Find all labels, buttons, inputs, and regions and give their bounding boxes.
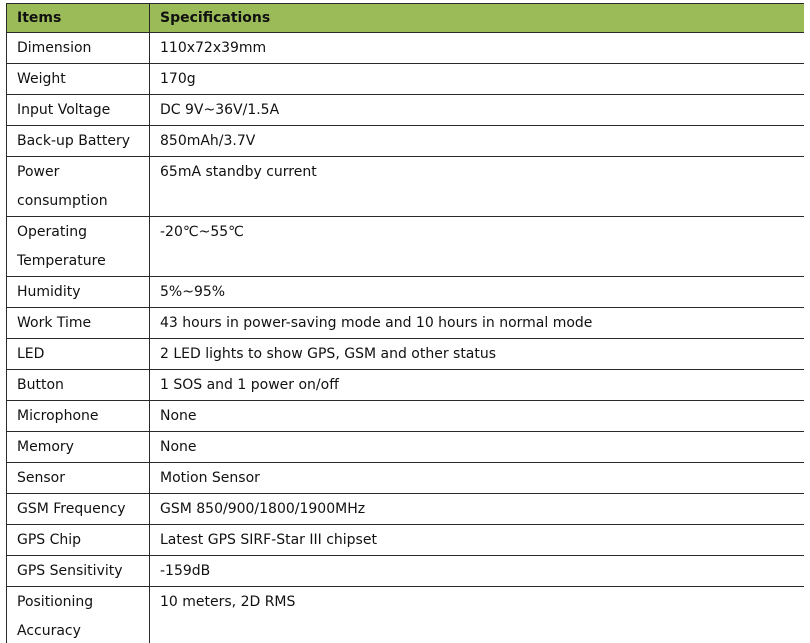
table-row [7,525,805,556]
row-value-backup-battery: 850mAh/3.7V [150,126,805,157]
row-item-microphone: Microphone [7,401,150,432]
row-value-gps-chip: Latest GPS SIRF-Star III chipset [150,525,805,556]
row-value-microphone: None [150,401,805,432]
row-item-memory: Memory [7,432,150,463]
table-row [7,217,805,277]
row-item-gps-chip: GPS Chip [7,525,150,556]
row-value-weight: 170g [150,64,805,95]
row-item-operating-temperature: Operating Temperature [7,217,150,277]
table-row [7,401,805,432]
table-row [7,463,805,494]
row-item-button: Button [7,370,150,401]
table-header-row [7,4,805,33]
table-row [7,126,805,157]
row-value-power-consumption: 65mA standby current [150,157,805,217]
row-item-led: LED [7,339,150,370]
row-value-operating-temperature: -20℃~55℃ [150,217,805,277]
row-value-sensor: Motion Sensor [150,463,805,494]
row-item-gps-sensitivity: GPS Sensitivity [7,556,150,587]
header-specifications: Specifications [150,4,805,33]
row-item-dimension: Dimension [7,33,150,64]
header-items: Items [7,4,150,33]
table-row [7,308,805,339]
table-row [7,556,805,587]
row-item-gsm-frequency: GSM Frequency [7,494,150,525]
spec-sheet [6,3,804,643]
table-row [7,64,805,95]
table-row [7,157,805,217]
row-value-dimension: 110x72x39mm [150,33,805,64]
row-item-backup-battery: Back-up Battery [7,126,150,157]
specifications-table [6,3,804,643]
table-row [7,370,805,401]
row-value-positioning-accuracy: 10 meters, 2D RMS [150,587,805,643]
row-value-button: 1 SOS and 1 power on/off [150,370,805,401]
row-value-work-time: 43 hours in power-saving mode and 10 hours in normal mode [150,308,805,339]
row-value-input-voltage: DC 9V~36V/1.5A [150,95,805,126]
row-value-led: 2 LED lights to show GPS, GSM and other status [150,339,805,370]
row-item-input-voltage: Input Voltage [7,95,150,126]
table-row [7,494,805,525]
table-row [7,33,805,64]
row-item-work-time: Work Time [7,308,150,339]
row-value-humidity: 5%~95% [150,277,805,308]
row-item-humidity: Humidity [7,277,150,308]
table-row [7,277,805,308]
row-item-positioning-accuracy: Positioning Accuracy [7,587,150,643]
table-row [7,432,805,463]
row-value-gsm-frequency: GSM 850/900/1800/1900MHz [150,494,805,525]
row-value-memory: None [150,432,805,463]
row-item-sensor: Sensor [7,463,150,494]
row-item-weight: Weight [7,64,150,95]
table-row [7,95,805,126]
table-row [7,587,805,643]
row-item-power-consumption: Power consumption [7,157,150,217]
row-value-gps-sensitivity: -159dB [150,556,805,587]
table-row [7,339,805,370]
